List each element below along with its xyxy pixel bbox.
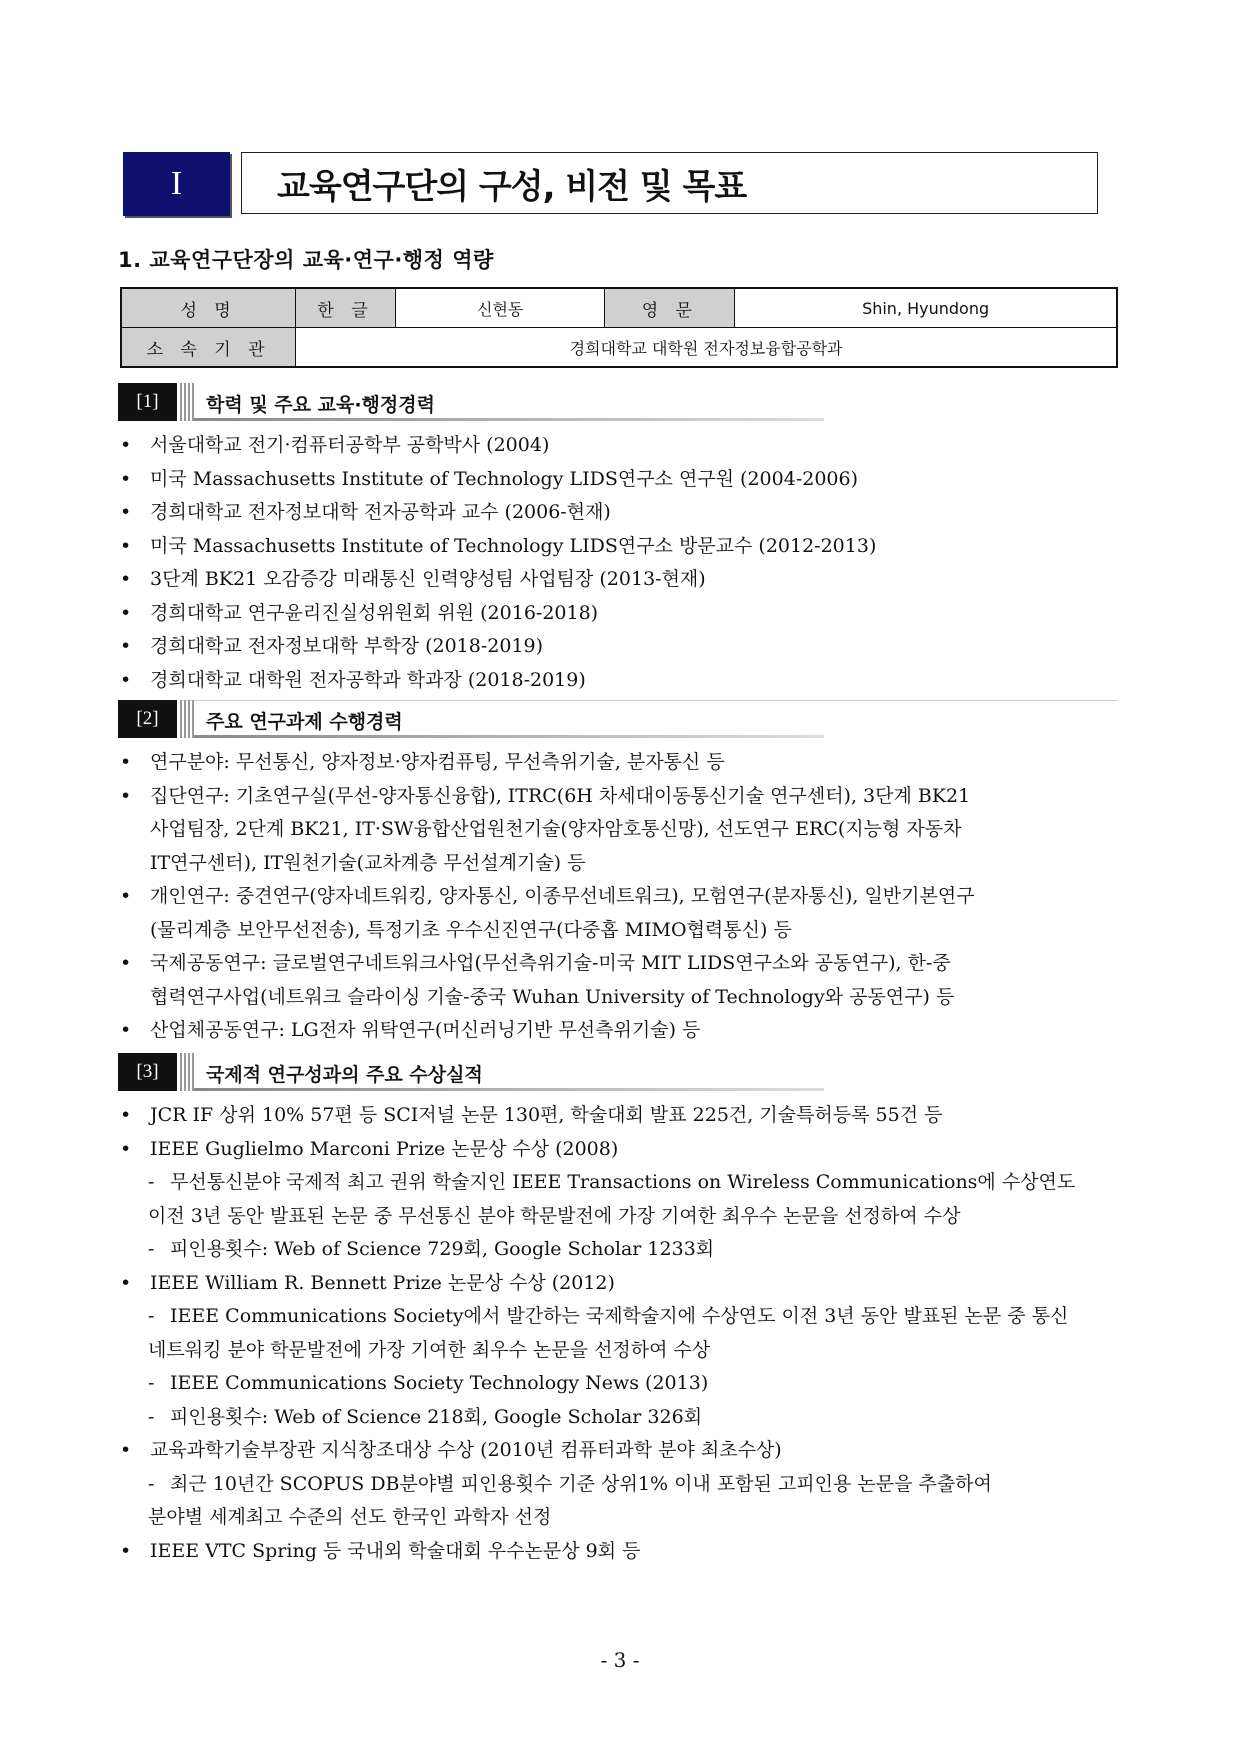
sub-item-text: 분야별 세계최고 수준의 선도 한국인 과학자 선정 xyxy=(148,1506,552,1528)
list-item xyxy=(118,947,1118,1014)
chapter-title-box xyxy=(241,152,1098,214)
list-item: • 3단계 BK21 오감증강 미래통신 인력양성팀 사업팀장 (2013-현재) xyxy=(118,563,1118,597)
text-line: • 연구분야: 무선통신, 양자정보·양자컴퓨팅, 무선측위기술, 분자통신 등 xyxy=(150,751,725,773)
sub-list-item xyxy=(118,1300,1118,1367)
sub-list-item xyxy=(118,1468,1118,1535)
dash-marker: - xyxy=(148,1372,155,1394)
list-item: • IEEE William R. Bennett Prize 논문상 수상 (2012) xyxy=(118,1267,1118,1301)
section-underline xyxy=(194,1088,824,1091)
sub-item-text: IEEE Communications Society Technology News (2013) xyxy=(170,1372,709,1394)
sub-item-text: IEEE Communications Society에서 발간하는 국제학술지에 수상연도 이전 3년 동안 발표된 논문 중 통신 xyxy=(170,1305,1069,1327)
text-line: 사업팀장, 2단계 BK21, IT·SW융합산업원천기술(양자암호통신망), 선도연구 ERC(지능형 자동차 xyxy=(150,818,962,840)
section-top-rule xyxy=(180,700,1118,701)
text-line xyxy=(148,1468,1118,1502)
section-bar-decoration xyxy=(180,700,194,738)
english-name-cell: Shin, Hyundong xyxy=(735,288,1117,328)
list-item: • 경희대학교 전자정보대학 부학장 (2018-2019) xyxy=(118,630,1118,664)
sub-item-text: 피인용횟수: Web of Science 218회, Google Scholar 326회 xyxy=(170,1405,703,1428)
sub-item-text: 피인용횟수: Web of Science 729회, Google Scholar 1233회 xyxy=(170,1238,715,1260)
text-line xyxy=(148,1334,1118,1368)
chapter-numeral: I xyxy=(170,165,183,202)
section-header-1 xyxy=(118,383,1118,421)
text-line: 협력연구사업(네트워크 슬라이싱 기술-중국 Wuhan University of Technology와 공동연구) 등 xyxy=(150,985,955,1008)
text-line xyxy=(148,1233,1118,1267)
list-item: • 미국 Massachusetts Institute of Technology LIDS연구소 방문교수 (2012-2013) xyxy=(118,530,1118,564)
sub-item-text: 이전 3년 동안 발표된 논문 중 무선통신 분야 학문발전에 가장 기여한 최우수 논문을 선정하여 수상 xyxy=(148,1204,961,1227)
affiliation-cell: 경희대학교 대학원 전자정보융합공학과 xyxy=(296,328,1117,368)
section-subheading: 1. 교육연구단장의 교육·연구·행정 역량 xyxy=(118,248,494,272)
list-item: • 미국 Massachusetts Institute of Technology LIDS연구소 연구원 (2004-2006) xyxy=(118,463,1118,497)
korean-name-cell: 신현동 xyxy=(395,288,605,328)
english-label-cell: 영 문 xyxy=(605,288,735,328)
text-line xyxy=(148,1300,1118,1334)
chapter-title: 교육연구단의 구성, 비전 및 목표 xyxy=(277,166,747,207)
dash-marker: - xyxy=(148,1238,155,1260)
sub-list-item xyxy=(118,1367,1118,1401)
sub-item-text: 무선통신분야 국제적 최고 권위 학술지인 IEEE Transactions on Wireless Communications에 수상연도 xyxy=(170,1171,1076,1193)
text-line: IT연구센터), IT원천기술(교차계층 무선설계기술) 등 xyxy=(150,851,586,874)
list-item: • 경희대학교 대학원 전자공학과 학과장 (2018-2019) xyxy=(118,664,1118,698)
list-item xyxy=(118,1014,1118,1048)
text-line: • 개인연구: 중견연구(양자네트워킹, 양자통신, 이종무선네트워크), 모험연구(분자통신), 일반기본연구 xyxy=(150,885,975,907)
section-3-list xyxy=(118,1099,1118,1568)
list-item xyxy=(118,880,1118,947)
list-item: • 교육과학기술부장관 지식창조대상 수상 (2010년 컴퓨터과학 분야 최초수상) xyxy=(118,1434,1118,1468)
section-underline xyxy=(194,418,824,421)
sub-item-text: 네트워킹 분야 학문발전에 가장 기여한 최우수 논문을 선정하여 수상 xyxy=(148,1338,711,1361)
director-info-table xyxy=(120,287,1118,368)
list-item: • 경희대학교 전자정보대학 전자공학과 교수 (2006-현재) xyxy=(118,496,1118,530)
section-title: 국제적 연구성과의 주요 수상실적 xyxy=(206,1064,483,1086)
dash-marker: - xyxy=(148,1405,155,1428)
dash-marker: - xyxy=(148,1171,155,1193)
section-header-3 xyxy=(118,1053,1118,1091)
text-line: • 집단연구: 기초연구실(무선-양자통신융합), ITRC(6H 차세대이동통신기술 연구센터), 3단계 BK21 xyxy=(150,784,971,807)
list-item: • JCR IF 상위 10% 57편 등 SCI저널 논문 130편, 학술대회 발표 225건, 기술특허등록 55건 등 xyxy=(118,1099,1118,1133)
sub-list-item xyxy=(118,1166,1118,1233)
section-bar-decoration xyxy=(180,383,194,421)
sub-list-item xyxy=(118,1401,1118,1435)
text-line: • 산업체공동연구: LG전자 위탁연구(머신러닝기반 무선측위기술) 등 xyxy=(150,1019,701,1041)
sub-item-text: 최근 10년간 SCOPUS DB분야별 피인용횟수 기준 상위1% 이내 포함된 고피인용 논문을 추출하여 xyxy=(170,1472,992,1495)
korean-label-cell: 한 글 xyxy=(296,288,396,328)
section-1-list xyxy=(118,429,1118,697)
list-item xyxy=(118,780,1118,881)
list-item: • 경희대학교 연구윤리진실성위원회 위원 (2016-2018) xyxy=(118,597,1118,631)
section-header-2 xyxy=(118,700,1118,738)
section-number: [1] xyxy=(118,383,177,421)
section-number: [2] xyxy=(118,700,177,738)
list-item: • IEEE VTC Spring 등 국내외 학술대회 우수논문상 9회 등 xyxy=(118,1535,1118,1569)
text-line xyxy=(148,1367,1118,1401)
dash-marker: - xyxy=(148,1305,155,1327)
sub-list-item xyxy=(118,1233,1118,1267)
list-item xyxy=(118,746,1118,780)
text-line xyxy=(148,1401,1118,1435)
dash-marker: - xyxy=(148,1472,155,1495)
text-line: • 국제공동연구: 글로벌연구네트워크사업(무선측위기술-미국 MIT LIDS연구소와 공동연구), 한-중 xyxy=(150,952,951,974)
text-line xyxy=(148,1501,1118,1535)
section-2-list xyxy=(118,746,1118,1048)
section-bar-decoration xyxy=(180,1053,194,1091)
section-title: 주요 연구과제 수행경력 xyxy=(206,711,403,733)
text-line xyxy=(148,1200,1118,1234)
section-number: [3] xyxy=(118,1053,177,1091)
list-item: • IEEE Guglielmo Marconi Prize 논문상 수상 (2008) xyxy=(118,1133,1118,1167)
name-label-cell: 성 명 xyxy=(121,288,296,328)
list-item: • 서울대학교 전기·컴퓨터공학부 공학박사 (2004) xyxy=(118,429,1118,463)
section-underline xyxy=(194,735,824,738)
text-line: (물리계층 보안무선전송), 특정기초 우수신진연구(다중홉 MIMO협력통신) 등 xyxy=(150,918,792,941)
section-title: 학력 및 주요 교육·행정경력 xyxy=(206,394,435,416)
text-line xyxy=(148,1166,1118,1200)
chapter-number-box xyxy=(123,152,230,216)
affiliation-label-cell: 소 속 기 관 xyxy=(121,328,296,368)
page-number: - 3 - xyxy=(600,1648,640,1672)
